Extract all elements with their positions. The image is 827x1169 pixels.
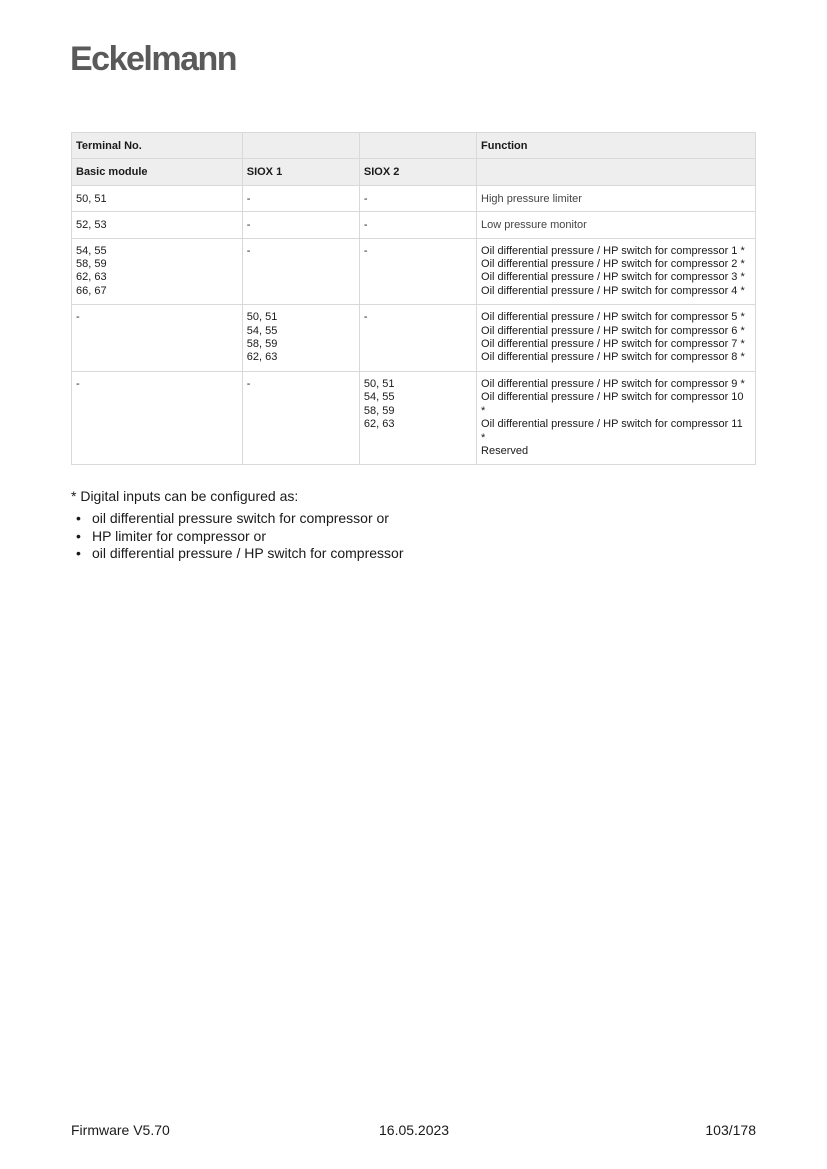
table-header-row: [72, 133, 756, 159]
company-logo: Eckelmann: [70, 40, 237, 78]
footnote-intro: * Digital inputs can be configured as:: [71, 488, 299, 504]
siox1-cell: [242, 212, 359, 238]
siox1-cell: [242, 238, 359, 305]
list-item: • HP limiter for compressor or: [71, 528, 404, 546]
cell-line: Oil differential pressure / HP switch for compressor 2 *: [481, 258, 745, 271]
footer-date: 16.05.2023: [379, 1122, 450, 1138]
cell-line: -: [246, 377, 251, 390]
cell-line: 54, 55: [76, 244, 107, 257]
siox1-cell: [242, 305, 359, 372]
cell-line: -: [246, 244, 251, 257]
cell-line: 50, 51: [246, 311, 278, 324]
basic-module-cell: [72, 185, 243, 211]
header-cell: [477, 159, 756, 185]
cell-line: 62, 63: [363, 418, 395, 431]
siox2-cell: [359, 185, 476, 211]
basic-module-cell: [72, 238, 243, 305]
terminal-table: [71, 132, 756, 465]
footer-page-number: 103/178: [705, 1122, 756, 1138]
table-row: [72, 305, 756, 372]
siox2-cell: [359, 212, 476, 238]
cell-line: Oil differential pressure / HP switch for compressor 11: [481, 418, 743, 431]
header-cell: Basic module: [72, 159, 243, 185]
list-item: • oil differential pressure / HP switch for compressor: [71, 545, 404, 563]
siox2-cell: [359, 305, 476, 372]
cell-line: 62, 63: [246, 351, 278, 364]
basic-module-cell: [72, 371, 243, 464]
cell-line: -: [246, 219, 251, 232]
function-cell: [477, 305, 756, 372]
cell-line: 50, 51: [363, 377, 395, 390]
cell-line: 58, 59: [363, 404, 395, 417]
cell-line: Oil differential pressure / HP switch for compressor 8 *: [481, 351, 745, 364]
function-cell: [477, 185, 756, 211]
function-cell: [477, 371, 756, 464]
table-header-row: [72, 159, 756, 185]
cell-line: -: [76, 377, 80, 390]
cell-line: -: [76, 311, 80, 324]
cell-line: 50, 51: [76, 192, 107, 205]
cell-line: *: [481, 404, 486, 417]
cell-line: Oil differential pressure / HP switch for compressor 1 *: [481, 244, 745, 257]
function-cell: [477, 212, 756, 238]
cell-line: 62, 63: [76, 271, 107, 284]
siox2-cell: [359, 238, 476, 305]
cell-line: Oil differential pressure / HP switch for compressor 9 *: [481, 377, 745, 390]
cell-line: -: [363, 219, 368, 232]
cell-line: Oil differential pressure / HP switch for compressor 6 *: [481, 324, 745, 337]
cell-line: -: [363, 244, 368, 257]
cell-line: 58, 59: [76, 258, 107, 271]
table-row: [72, 212, 756, 238]
header-cell: SIOX 1: [242, 159, 359, 185]
cell-line: -: [363, 311, 368, 324]
cell-line: 54, 55: [363, 391, 395, 404]
cell-line: Oil differential pressure / HP switch for compressor 3 *: [481, 271, 745, 284]
footer-firmware: Firmware V5.70: [71, 1122, 170, 1138]
basic-module-cell: [72, 305, 243, 372]
header-cell: Terminal No.: [72, 133, 243, 159]
basic-module-cell: [72, 212, 243, 238]
cell-line: 54, 55: [246, 324, 278, 337]
header-cell: [359, 133, 476, 159]
config-options-list: [71, 510, 404, 563]
cell-line: -: [363, 192, 368, 205]
siox1-cell: [242, 185, 359, 211]
cell-line: Oil differential pressure / HP switch for compressor 10: [481, 391, 744, 404]
siox1-cell: [242, 371, 359, 464]
header-cell: [242, 133, 359, 159]
cell-line: Reserved: [481, 444, 529, 457]
table-row: [72, 371, 756, 464]
cell-line: 58, 59: [246, 338, 278, 351]
list-item: • oil differential pressure switch for compressor or: [71, 510, 404, 528]
function-cell: [477, 238, 756, 305]
header-cell: SIOX 2: [359, 159, 476, 185]
cell-line: High pressure limiter: [481, 192, 582, 205]
cell-line: Low pressure monitor: [481, 219, 587, 232]
cell-line: 66, 67: [76, 284, 107, 297]
table-row: [72, 185, 756, 211]
cell-line: -: [246, 192, 251, 205]
table-row: [72, 238, 756, 305]
cell-line: 52, 53: [76, 219, 107, 232]
cell-line: Oil differential pressure / HP switch for compressor 5 *: [481, 311, 745, 324]
cell-line: Oil differential pressure / HP switch for compressor 7 *: [481, 338, 745, 351]
cell-line: Oil differential pressure / HP switch for compressor 4 *: [481, 284, 745, 297]
header-cell: Function: [477, 133, 756, 159]
cell-line: *: [481, 431, 486, 444]
siox2-cell: [359, 371, 476, 464]
